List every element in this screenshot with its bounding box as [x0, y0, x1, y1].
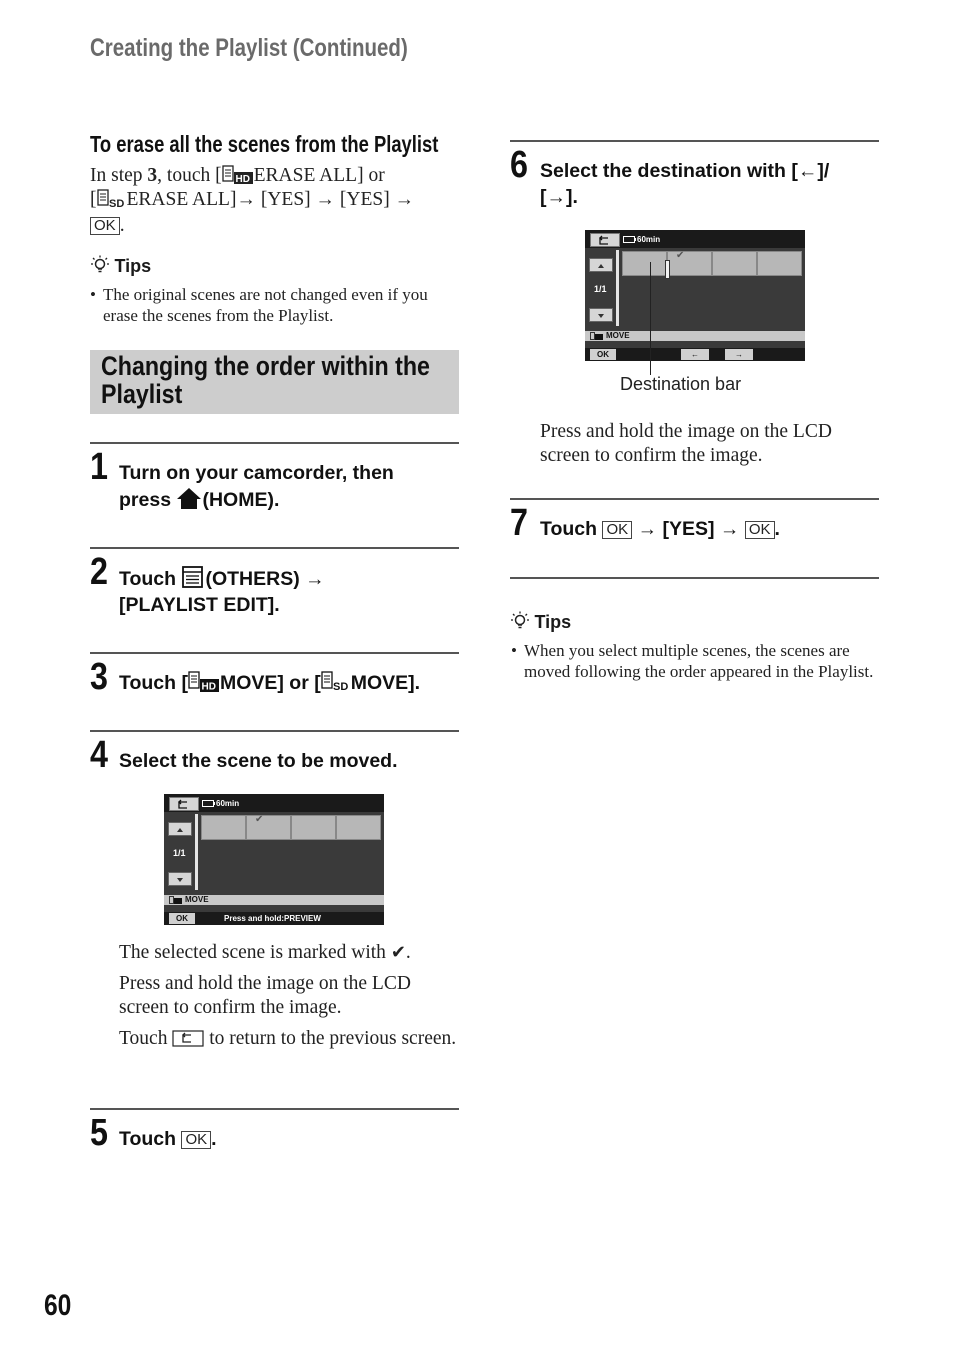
lcd-remaining-time: 60min	[637, 235, 661, 244]
check-icon: ✔	[390, 942, 406, 963]
step-number: 5	[90, 1112, 108, 1154]
lcd-hint: Press and hold:PREVIEW	[224, 914, 321, 923]
ok-button-label: OK	[745, 521, 775, 539]
svg-text:SD: SD	[332, 681, 348, 693]
lcd-remaining-time: 60min	[216, 799, 240, 808]
tip-bulb-icon	[510, 611, 530, 631]
return-icon	[591, 235, 619, 247]
svg-text:HD: HD	[201, 681, 216, 693]
step-divider	[90, 652, 459, 654]
down-arrow-icon	[169, 874, 191, 886]
lcd-page-indicator: 1/1	[173, 848, 186, 858]
svg-text:SD: SD	[108, 198, 124, 209]
lcd-thumbnail[interactable]	[757, 251, 802, 276]
step-number: 1	[90, 446, 108, 488]
erase-instructions: In step 3, touch [ HD ERASE ALL] or [ SD ERASE ALL]→ [YES] → [YES] → OK .	[90, 165, 415, 236]
arrow-icon: →	[236, 189, 256, 210]
battery-icon	[202, 800, 215, 807]
step-4-notes: The selected scene is marked with ✔. Press and hold the image on the LCD screen to confirm the image. Touch to return to the previous screen.	[119, 942, 457, 1049]
step-number: 6	[510, 144, 528, 186]
lcd-scrollbar	[195, 814, 198, 890]
return-icon	[172, 1028, 204, 1048]
step-divider	[90, 442, 459, 444]
lcd-scroll-up-button[interactable]	[589, 258, 613, 272]
arrow-icon: →	[394, 189, 415, 210]
sd-playlist-icon	[97, 189, 127, 209]
ok-button-label: OK	[181, 1131, 211, 1149]
lcd-left-button[interactable]: ←	[681, 349, 709, 360]
step-6-text: Select the destination with [←]/ [→].	[540, 160, 830, 208]
lcd-right-button[interactable]: →	[725, 349, 753, 360]
lcd-scroll-down-button[interactable]	[168, 872, 192, 886]
erase-heading: To erase all the scenes from the Playlist	[90, 131, 439, 157]
svg-text:HD: HD	[235, 174, 250, 185]
lcd-screen-destination	[585, 230, 805, 361]
lcd-page-indicator: 1/1	[594, 284, 607, 294]
tip-item: • When you select multiple scenes, the scenes are moved following the order appeared in the Playlist.	[511, 641, 874, 681]
tip-bulb-icon	[90, 255, 110, 275]
arrow-icon: →	[305, 568, 325, 590]
lcd-screen-select	[164, 794, 384, 925]
lcd-mode-bar: MOVE	[164, 895, 384, 905]
tip-item: • The original scenes are not changed even if you erase the scenes from the Playlist.	[90, 285, 428, 325]
step-4-text: Select the scene to be moved.	[119, 750, 398, 772]
lcd-scrollbar	[616, 250, 619, 326]
battery-icon	[623, 236, 636, 243]
lcd-scroll-down-button[interactable]	[589, 308, 613, 322]
step-divider	[510, 140, 879, 142]
step-number: 2	[90, 551, 108, 593]
check-icon: ✔	[255, 814, 264, 825]
lcd-thumbnail[interactable]	[336, 815, 381, 840]
step-divider	[510, 498, 879, 500]
step-divider	[90, 547, 459, 549]
step-number: 3	[90, 656, 108, 698]
tips-heading: Tips	[90, 255, 151, 277]
hd-playlist-icon	[590, 332, 604, 340]
lcd-scroll-up-button[interactable]	[168, 822, 192, 836]
page-header: Creating the Playlist (Continued)	[90, 34, 408, 62]
arrow-icon: →	[719, 518, 740, 540]
lcd-mode-bar: MOVE	[585, 331, 805, 341]
home-icon	[176, 486, 202, 510]
destination-bar	[665, 260, 670, 279]
step-divider	[90, 730, 459, 732]
step-divider	[510, 577, 879, 579]
lcd-ok-button[interactable]: OK	[169, 913, 195, 924]
step-number: 4	[90, 734, 108, 776]
callout-line	[650, 262, 651, 375]
step-7-text: Touch OK → [YES] → OK .	[540, 518, 780, 540]
destination-bar-callout: Destination bar	[620, 374, 742, 394]
return-icon	[170, 799, 198, 811]
right-arrow-icon: →	[546, 186, 566, 208]
up-arrow-icon	[590, 260, 612, 272]
lcd-thumbnail[interactable]	[622, 251, 667, 276]
hd-playlist-icon	[169, 896, 183, 904]
ok-button-label: OK	[602, 521, 632, 539]
arrow-icon: →	[637, 518, 658, 540]
section-title: Changing the order within the Playlist	[101, 351, 430, 409]
up-arrow-icon	[169, 824, 191, 836]
step-1-text: Turn on your camcorder, then press (HOME).	[119, 462, 394, 511]
check-icon: ✔	[676, 250, 685, 261]
others-icon	[181, 565, 205, 589]
lcd-thumbnail[interactable]	[201, 815, 246, 840]
lcd-thumbnail[interactable]	[291, 815, 336, 840]
lcd-return-button[interactable]	[590, 233, 620, 247]
sd-playlist-icon	[321, 671, 351, 693]
hd-playlist-icon	[222, 165, 254, 185]
step-number: 7	[510, 502, 528, 544]
hd-playlist-icon	[188, 671, 220, 693]
step-3-text: Touch [ HD MOVE] or [ SD MOVE].	[119, 672, 421, 694]
lcd-thumbnail-selected[interactable]	[667, 251, 712, 276]
lcd-return-button[interactable]	[169, 797, 199, 811]
step-6-note: Press and hold the image on the LCD screen to confirm the image.	[540, 421, 832, 466]
tips-heading: Tips	[510, 611, 571, 633]
step-2-text: Touch (OTHERS) → [PLAYLIST EDIT].	[119, 565, 325, 618]
ok-button-label: OK	[90, 217, 120, 235]
down-arrow-icon	[590, 310, 612, 322]
step-5-text: Touch OK .	[119, 1128, 217, 1150]
lcd-thumbnail[interactable]	[712, 251, 757, 276]
step-divider	[90, 1108, 459, 1110]
lcd-thumbnail-selected[interactable]	[246, 815, 291, 840]
arrow-icon: →	[315, 189, 336, 210]
lcd-ok-button[interactable]: OK	[590, 349, 616, 360]
left-arrow-icon: ←	[797, 160, 818, 182]
page-number: 60	[44, 1289, 72, 1322]
